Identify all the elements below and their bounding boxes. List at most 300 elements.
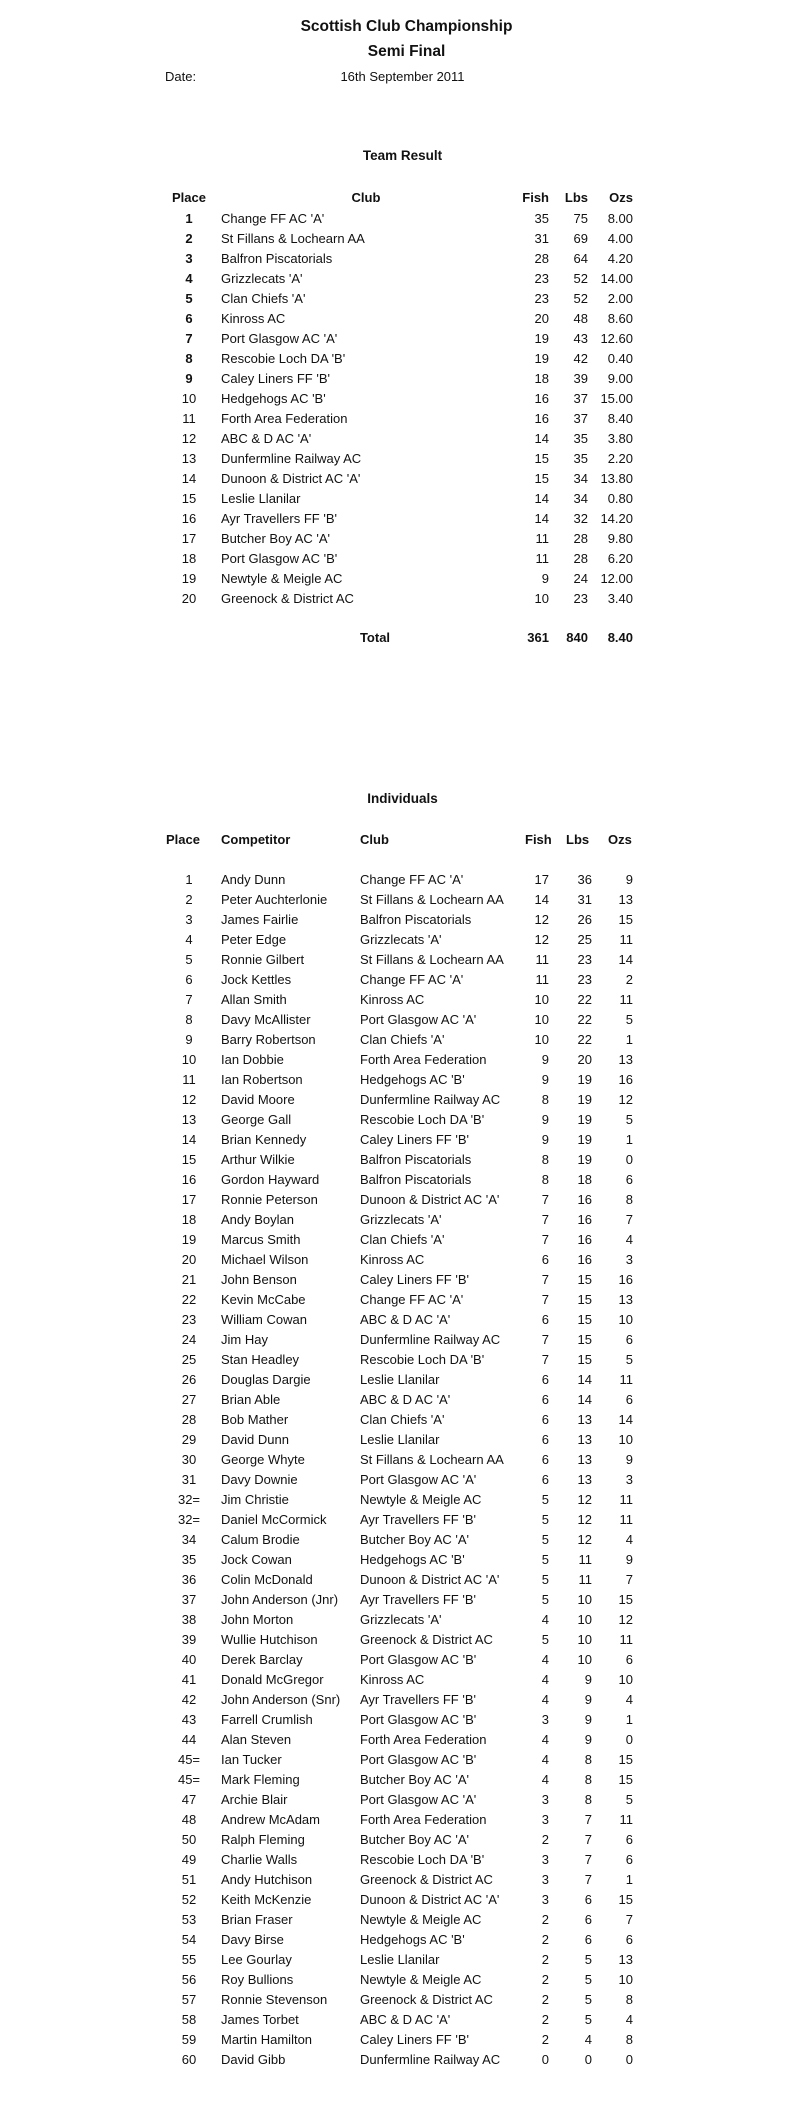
table-row (0, 890, 799, 910)
fish-cell: 7 (541, 1352, 549, 1367)
place-cell: 8 (185, 351, 193, 366)
lbs-cell: 23 (577, 952, 592, 967)
fish-cell: 5 (541, 1492, 549, 1507)
col-header-place: Place (172, 190, 206, 205)
club-cell: Kinross AC (360, 1252, 425, 1267)
ozs-cell: 13.80 (600, 471, 633, 486)
ozs-cell: 3.40 (607, 591, 633, 606)
competitor-cell: Daniel McCormick (221, 1512, 327, 1527)
place-cell: 12 (181, 1092, 197, 1107)
competitor-cell: Jock Kettles (221, 972, 292, 987)
place-cell: 47 (181, 1792, 197, 1807)
ozs-cell: 4 (625, 1232, 633, 1247)
lbs-cell: 8 (584, 1752, 592, 1767)
lbs-cell: 52 (573, 291, 588, 306)
club-cell: Clan Chiefs 'A' (360, 1232, 445, 1247)
competitor-cell: Andrew McAdam (221, 1812, 320, 1827)
place-cell: 60 (181, 2052, 197, 2067)
club-cell: Dunfermline Railway AC (360, 1092, 501, 1107)
place-cell: 19 (181, 571, 197, 586)
place-cell: 8 (185, 1012, 193, 1027)
lbs-cell: 0 (584, 2052, 592, 2067)
place-cell: 20 (181, 591, 197, 606)
ozs-cell: 16 (618, 1072, 633, 1087)
place-cell: 28 (181, 1412, 197, 1427)
lbs-cell: 7 (584, 1872, 592, 1887)
club-cell: Kinross AC (360, 1672, 425, 1687)
place-cell: 11 (182, 1072, 196, 1087)
col-header-lbs: Lbs (564, 190, 588, 205)
fish-cell: 14 (534, 431, 549, 446)
table-row (0, 1590, 799, 1610)
club-cell: Butcher Boy AC 'A' (360, 1532, 470, 1547)
club-cell: Caley Liners FF 'B' (221, 371, 330, 386)
date-label: Date: (165, 69, 197, 84)
fish-cell: 2 (541, 1972, 549, 1987)
ozs-cell: 4.00 (607, 231, 633, 246)
competitor-cell: Allan Smith (221, 992, 287, 1007)
table-row (0, 2010, 799, 2030)
competitor-cell: Ronnie Peterson (221, 1192, 318, 1207)
table-row (0, 369, 799, 389)
ozs-cell: 11 (619, 1632, 633, 1647)
club-cell: Dunfermline Railway AC (360, 1332, 501, 1347)
lbs-cell: 6 (584, 1912, 592, 1927)
competitor-cell: Gordon Hayward (221, 1172, 320, 1187)
place-cell: 35 (181, 1552, 197, 1567)
ozs-cell: 1 (625, 1132, 633, 1147)
ozs-cell: 10 (618, 1432, 633, 1447)
table-row (0, 1450, 799, 1470)
place-cell: 41 (181, 1672, 197, 1687)
fish-cell: 2 (541, 1952, 549, 1967)
ozs-cell: 11 (619, 932, 633, 947)
club-cell: Clan Chiefs 'A' (360, 1032, 445, 1047)
table-row (0, 1130, 799, 1150)
lbs-cell: 15 (577, 1272, 592, 1287)
club-cell: Greenock & District AC (360, 1632, 493, 1647)
ozs-cell: 0 (625, 1732, 633, 1747)
lbs-cell: 13 (577, 1432, 592, 1447)
club-cell: Dunoon & District AC 'A' (360, 1892, 500, 1907)
competitor-cell: Derek Barclay (221, 1652, 303, 1667)
ozs-cell: 13 (618, 1952, 633, 1967)
col-header-fish: Fish (525, 832, 552, 847)
ozs-cell: 12.00 (600, 571, 633, 586)
competitor-cell: James Fairlie (221, 912, 299, 927)
fish-cell: 5 (541, 1632, 549, 1647)
fish-cell: 10 (534, 992, 549, 1007)
place-cell: 2 (185, 231, 193, 246)
club-cell: ABC & D AC 'A' (360, 1312, 451, 1327)
ozs-cell: 6.20 (607, 551, 633, 566)
individuals-title: Individuals (367, 791, 438, 806)
club-cell: Forth Area Federation (360, 1052, 487, 1067)
table-row (0, 2050, 799, 2070)
fish-cell: 8 (541, 1092, 549, 1107)
ozs-cell: 9.80 (607, 531, 633, 546)
table-row (0, 1290, 799, 1310)
place-cell: 13 (181, 1112, 197, 1127)
team-result-title: Team Result (362, 148, 443, 163)
lbs-cell: 64 (573, 251, 588, 266)
club-cell: Newtyle & Meigle AC (360, 1912, 482, 1927)
competitor-cell: Martin Hamilton (221, 2032, 313, 2047)
fish-cell: 9 (541, 571, 549, 586)
competitor-cell: Andy Hutchison (221, 1872, 313, 1887)
total-ozs: 8.40 (607, 630, 633, 645)
club-cell: Kinross AC (221, 311, 286, 326)
table-row (0, 1270, 799, 1290)
competitor-cell: Keith McKenzie (221, 1892, 312, 1907)
table-row (0, 1610, 799, 1630)
fish-cell: 4 (541, 1732, 549, 1747)
col-header-club: Club (351, 190, 381, 205)
lbs-cell: 9 (584, 1712, 592, 1727)
lbs-cell: 4 (584, 2032, 592, 2047)
table-row (0, 1190, 799, 1210)
lbs-cell: 39 (573, 371, 588, 386)
lbs-cell: 22 (577, 992, 592, 1007)
fish-cell: 5 (541, 1572, 549, 1587)
place-cell: 38 (181, 1612, 197, 1627)
ozs-cell: 5 (625, 1792, 633, 1807)
club-cell: Dunoon & District AC 'A' (360, 1192, 500, 1207)
table-row (0, 1790, 799, 1810)
table-row (0, 1390, 799, 1410)
ozs-cell: 11 (619, 1512, 633, 1527)
club-cell: Port Glasgow AC 'A' (221, 331, 338, 346)
ozs-cell: 2 (625, 972, 633, 987)
ozs-cell: 10 (618, 1672, 633, 1687)
table-row (0, 990, 799, 1010)
lbs-cell: 26 (577, 912, 592, 927)
fish-cell: 18 (534, 371, 549, 386)
table-row (0, 269, 799, 289)
place-cell: 37 (181, 1592, 197, 1607)
table-row (0, 569, 799, 589)
fish-cell: 3 (541, 1892, 549, 1907)
competitor-cell: William Cowan (221, 1312, 307, 1327)
ozs-cell: 14.20 (600, 511, 633, 526)
place-cell: 6 (185, 311, 193, 326)
table-row (0, 329, 799, 349)
competitor-cell: Brian Able (221, 1392, 281, 1407)
lbs-cell: 6 (584, 1892, 592, 1907)
competitor-cell: David Moore (221, 1092, 295, 1107)
lbs-cell: 7 (584, 1832, 592, 1847)
competitor-cell: Jock Cowan (221, 1552, 292, 1567)
fish-cell: 7 (541, 1192, 549, 1207)
place-cell: 1 (185, 872, 193, 887)
table-row (0, 2030, 799, 2050)
ozs-cell: 2.20 (607, 451, 633, 466)
table-row (0, 1170, 799, 1190)
table-row (0, 1990, 799, 2010)
competitor-cell: James Torbet (221, 2012, 299, 2027)
lbs-cell: 12 (577, 1492, 592, 1507)
fish-cell: 6 (541, 1432, 549, 1447)
place-cell: 44 (181, 1732, 197, 1747)
lbs-cell: 13 (577, 1412, 592, 1427)
ozs-cell: 6 (625, 1932, 633, 1947)
place-cell: 11 (182, 411, 196, 426)
competitor-cell: John Anderson (Snr) (221, 1692, 341, 1707)
ozs-cell: 15 (618, 1592, 633, 1607)
club-cell: Dunfermline Railway AC (221, 451, 362, 466)
table-row (0, 489, 799, 509)
place-cell: 12 (181, 431, 197, 446)
competitor-cell: Peter Edge (221, 932, 287, 947)
table-row (0, 1510, 799, 1530)
lbs-cell: 22 (577, 1012, 592, 1027)
fish-cell: 4 (541, 1672, 549, 1687)
club-cell: Port Glasgow AC 'A' (360, 1792, 477, 1807)
lbs-cell: 19 (577, 1112, 592, 1127)
place-cell: 24 (181, 1332, 197, 1347)
club-cell: Butcher Boy AC 'A' (360, 1772, 470, 1787)
table-row (0, 1750, 799, 1770)
place-cell: 10 (181, 1052, 197, 1067)
fish-cell: 2 (541, 2032, 549, 2047)
fish-cell: 3 (541, 1712, 549, 1727)
table-row (0, 1410, 799, 1430)
fish-cell: 0 (541, 2052, 549, 2067)
club-cell: Forth Area Federation (360, 1812, 487, 1827)
lbs-cell: 28 (573, 551, 588, 566)
fish-cell: 8 (541, 1172, 549, 1187)
lbs-cell: 15 (577, 1312, 592, 1327)
fish-cell: 11 (535, 972, 549, 987)
place-cell: 55 (181, 1952, 197, 1967)
lbs-cell: 11 (578, 1572, 592, 1587)
club-cell: Greenock & District AC (221, 591, 354, 606)
ozs-cell: 12 (618, 1092, 633, 1107)
competitor-cell: Colin McDonald (221, 1572, 313, 1587)
fish-cell: 9 (541, 1072, 549, 1087)
place-cell: 14 (181, 1132, 197, 1147)
lbs-cell: 8 (584, 1772, 592, 1787)
club-cell: Change FF AC 'A' (221, 211, 325, 226)
table-row (0, 1970, 799, 1990)
lbs-cell: 16 (577, 1212, 592, 1227)
place-cell: 16 (181, 511, 197, 526)
ozs-cell: 9.00 (607, 371, 633, 386)
lbs-cell: 16 (577, 1232, 592, 1247)
club-cell: Forth Area Federation (221, 411, 348, 426)
lbs-cell: 10 (577, 1612, 592, 1627)
place-cell: 7 (185, 331, 193, 346)
ozs-cell: 10 (618, 1972, 633, 1987)
table-row (0, 449, 799, 469)
place-cell: 48 (181, 1812, 197, 1827)
place-cell: 26 (181, 1372, 197, 1387)
fish-cell: 15 (534, 471, 549, 486)
club-cell: Grizzlecats 'A' (360, 932, 442, 947)
lbs-cell: 20 (577, 1052, 592, 1067)
place-cell: 31 (181, 1472, 197, 1487)
competitor-cell: Ian Dobbie (221, 1052, 284, 1067)
ozs-cell: 0 (625, 1152, 633, 1167)
place-cell: 17 (181, 531, 197, 546)
competitor-cell: Douglas Dargie (221, 1372, 311, 1387)
table-row (0, 910, 799, 930)
club-cell: Change FF AC 'A' (360, 872, 464, 887)
ozs-cell: 5 (625, 1012, 633, 1027)
lbs-cell: 7 (584, 1852, 592, 1867)
club-cell: Leslie Llanilar (360, 1952, 440, 1967)
lbs-cell: 22 (577, 1032, 592, 1047)
club-cell: Caley Liners FF 'B' (360, 2032, 469, 2047)
place-cell: 10 (181, 391, 197, 406)
table-row (0, 1050, 799, 1070)
competitor-cell: Andy Boylan (221, 1212, 294, 1227)
place-cell: 32= (177, 1512, 201, 1527)
lbs-cell: 14 (577, 1392, 592, 1407)
club-cell: Port Glasgow AC 'B' (360, 1652, 477, 1667)
table-row (0, 1430, 799, 1450)
lbs-cell: 43 (573, 331, 588, 346)
ozs-cell: 12.60 (600, 331, 633, 346)
place-cell: 5 (185, 291, 193, 306)
total-label: Total (359, 630, 391, 645)
lbs-cell: 8 (584, 1792, 592, 1807)
table-row (0, 589, 799, 609)
ozs-cell: 15 (618, 1772, 633, 1787)
club-cell: Greenock & District AC (360, 1992, 493, 2007)
lbs-cell: 24 (573, 571, 588, 586)
table-row (0, 1950, 799, 1970)
ozs-cell: 4.20 (607, 251, 633, 266)
table-row (0, 1710, 799, 1730)
ozs-cell: 4 (625, 1692, 633, 1707)
club-cell: Hedgehogs AC 'B' (221, 391, 326, 406)
ozs-cell: 14 (618, 952, 633, 967)
fish-cell: 17 (534, 872, 549, 887)
ozs-cell: 16 (618, 1272, 633, 1287)
table-row (0, 389, 799, 409)
club-cell: Ayr Travellers FF 'B' (360, 1512, 476, 1527)
ozs-cell: 9 (625, 1452, 633, 1467)
place-cell: 50 (181, 1832, 197, 1847)
lbs-cell: 13 (577, 1472, 592, 1487)
competitor-cell: George Whyte (221, 1452, 305, 1467)
ozs-cell: 13 (618, 1292, 633, 1307)
ozs-cell: 15 (618, 1752, 633, 1767)
table-row (0, 970, 799, 990)
place-cell: 56 (181, 1972, 197, 1987)
lbs-cell: 16 (577, 1192, 592, 1207)
table-row (0, 1090, 799, 1110)
lbs-cell: 5 (584, 1972, 592, 1987)
ozs-cell: 0.40 (607, 351, 633, 366)
club-cell: Hedgehogs AC 'B' (360, 1552, 465, 1567)
place-cell: 19 (181, 1232, 197, 1247)
club-cell: Kinross AC (360, 992, 425, 1007)
competitor-cell: Andy Dunn (221, 872, 286, 887)
place-cell: 5 (185, 952, 193, 967)
ozs-cell: 8.40 (607, 411, 633, 426)
table-row (0, 1630, 799, 1650)
fish-cell: 3 (541, 1792, 549, 1807)
club-cell: Rescobie Loch DA 'B' (221, 351, 346, 366)
club-cell: Caley Liners FF 'B' (360, 1272, 469, 1287)
place-cell: 21 (181, 1272, 197, 1287)
club-cell: Balfron Piscatorials (360, 912, 472, 927)
table-row (0, 1550, 799, 1570)
ozs-cell: 0 (625, 2052, 633, 2067)
lbs-cell: 23 (577, 972, 592, 987)
club-cell: Balfron Piscatorials (360, 1172, 472, 1187)
table-row (0, 289, 799, 309)
place-cell: 20 (181, 1252, 197, 1267)
ozs-cell: 6 (625, 1392, 633, 1407)
fish-cell: 7 (541, 1292, 549, 1307)
col-header-club: Club (360, 832, 389, 847)
competitor-cell: Davy Birse (221, 1932, 284, 1947)
table-row (0, 409, 799, 429)
table-row (0, 1370, 799, 1390)
place-cell: 45= (177, 1772, 201, 1787)
club-cell: St Fillans & Lochearn AA (360, 892, 504, 907)
fish-cell: 20 (534, 311, 549, 326)
table-row (0, 1530, 799, 1550)
place-cell: 15 (181, 491, 197, 506)
place-cell: 51 (181, 1872, 197, 1887)
table-row (0, 309, 799, 329)
lbs-cell: 13 (577, 1452, 592, 1467)
fish-cell: 14 (534, 491, 549, 506)
ozs-cell: 2.00 (607, 291, 633, 306)
table-row (0, 1210, 799, 1230)
lbs-cell: 42 (573, 351, 588, 366)
lbs-cell: 7 (584, 1812, 592, 1827)
place-cell: 42 (181, 1692, 197, 1707)
place-cell: 4 (185, 271, 193, 286)
ozs-cell: 8 (625, 2032, 633, 2047)
lbs-cell: 52 (573, 271, 588, 286)
place-cell: 57 (181, 1992, 197, 2007)
fish-cell: 6 (541, 1412, 549, 1427)
table-row (0, 1870, 799, 1890)
ozs-cell: 6 (625, 1852, 633, 1867)
table-row (0, 1690, 799, 1710)
table-row (0, 1230, 799, 1250)
club-cell: Rescobie Loch DA 'B' (360, 1112, 485, 1127)
ozs-cell: 14.00 (600, 271, 633, 286)
club-cell: Dunoon & District AC 'A' (360, 1572, 500, 1587)
club-cell: Balfron Piscatorials (360, 1152, 472, 1167)
club-cell: Ayr Travellers FF 'B' (360, 1692, 476, 1707)
club-cell: Port Glasgow AC 'B' (360, 1752, 477, 1767)
club-cell: Port Glasgow AC 'B' (221, 551, 338, 566)
ozs-cell: 8.00 (607, 211, 633, 226)
lbs-cell: 23 (573, 591, 588, 606)
competitor-cell: Peter Auchterlonie (221, 892, 328, 907)
competitor-cell: Michael Wilson (221, 1252, 309, 1267)
competitor-cell: Mark Fleming (221, 1772, 300, 1787)
place-cell: 3 (185, 912, 193, 927)
lbs-cell: 12 (577, 1532, 592, 1547)
ozs-cell: 13 (618, 892, 633, 907)
team-table-header (0, 188, 799, 208)
fish-cell: 19 (534, 331, 549, 346)
fish-cell: 5 (541, 1592, 549, 1607)
lbs-cell: 25 (577, 932, 592, 947)
table-row (0, 950, 799, 970)
ozs-cell: 12 (618, 1612, 633, 1627)
competitor-cell: Jim Christie (221, 1492, 289, 1507)
